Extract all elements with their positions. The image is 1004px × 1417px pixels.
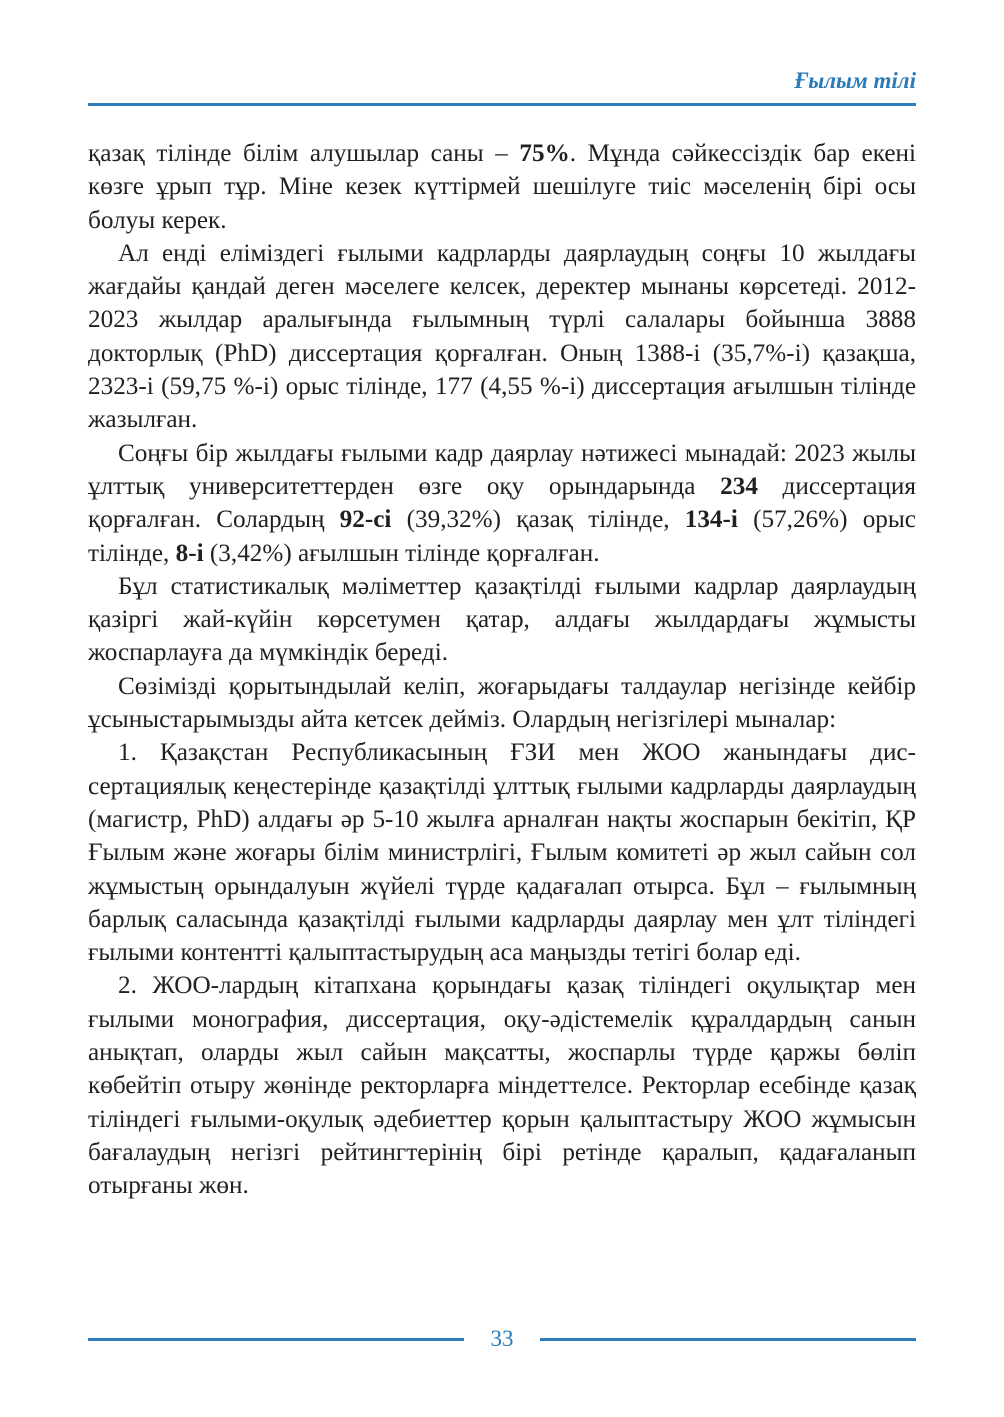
bold-figure: 234 [720, 472, 758, 500]
text-run: Сөзімізді қорытындылай келіп, жоғарыдағы талдаулар негізінде кейбір ұсыныстарымызды айта кетсек дейміз. Олардың негізгілері мыналар: [88, 672, 916, 734]
bold-figure: 8-і [175, 539, 204, 567]
header-rule [88, 103, 916, 106]
bold-figure: 134-і [684, 506, 738, 534]
footer-rule-left [88, 1338, 464, 1341]
text-run: 1. Қазақстан Республикасының ҒЗИ мен ЖОО жанындағы диссертациялық кеңестерінде қазақтілді ұлттық ғылыми кадрларды даярлаудың (магистр, PhD) алдағы әр 5-10 жылға арналған нақты жоспарын бекітіп, ҚР Ғылым және жоғары білім министрлігі, Ғылым комитеті әр жыл сайын сол жұмыстың орындалуын жүйелі түрде қадағалап отырса. Бұл – ғылымның барлық саласында қазақтілді ғылыми кадрларды даярлау мен ұлт тіліндегі ғылыми контентті қалыптастырудың аса маңызды тетігі болар еді. [88, 739, 916, 967]
page-number: 33 [490, 1326, 514, 1351]
text-run: қазақ тілінде білім алушылар саны – [88, 140, 520, 167]
text-run: (3,42%) ағылшын тілінде қорғалған. [203, 539, 600, 567]
page-body [88, 137, 916, 1203]
text-run: 2. ЖОО-лардың кітапхана қорындағы қазақ тіліндегі оқулықтар мен ғылыми монография, диссертация, оқу-әдістемелік құралдардың санын анықтап, оларды жыл сайын мақсатты, жоспарлы түрде қаржы бөліп көбейтіп отыру жөнінде ректорларға міндеттелсе. Ректорлар есебінде қазақ тіліндегі ғылыми-оқулық әдебиеттер қорын қалыптастыру ЖОО жұмысын бағалаудың негізгі рейтингтерінің бірі ретінде қаралып, қадағаланып отырғаны жөн. [88, 972, 916, 1200]
text-run: (57,26%) орыс тілінде, [88, 506, 916, 567]
text-run: Бұл статистикалық мәліметтер қазақтілді ғылыми кадрлар даярлаудың қазіргі жай-күйін көрсетумен қатар, алдағы жылдардағы жұмысты жоспарлауға да мүмкіндік береді. [88, 572, 916, 667]
paragraph-1 [88, 137, 916, 237]
paragraph-5 [88, 670, 916, 737]
text-run: Ал енді еліміздегі ғылыми кадрларды даярлаудың соңғы 10 жылдағы жағдайы қандай деген мәселеге келсек, деректер мынаны көрсетеді. 2012-2023 жылдар аралығында ғылымның түрлі салалары бойынша 3888 докторлық (PhD) диссертация қорғалған. Оның 1388-і (35,7%-і) қазақша, 2323-і (59,75 %-і) орыс тілінде, 177 (4,55 %-і) диссертация ағылшын тілінде жазылған. [88, 239, 916, 434]
paragraph-7-recommendation-2 [88, 969, 916, 1202]
text-run: (39,32%) қазақ тілінде, [391, 506, 685, 534]
bold-figure: 92-сі [339, 506, 392, 534]
paragraph-6-recommendation-1 [88, 736, 916, 969]
footer-rule-right [540, 1338, 916, 1341]
paragraph-3 [88, 437, 916, 570]
bold-figure: 75% [519, 140, 570, 167]
paragraph-2 [88, 237, 916, 437]
running-header-title: Ғылым тілі [794, 68, 916, 93]
paragraph-4 [88, 570, 916, 670]
text-run: диссертация қорғалған. Солардың [88, 472, 916, 534]
text-run: Соңғы бір жылдағы ғылыми кадр даярлау нәтижесі мынадай: 2023 жылы ұлттық университеттерден өзге оқу орындарында [88, 439, 916, 500]
text-run: . Мұнда сәйкессіздік бар екені көзге ұрып тұр. Міне кезек күттірмей шешілуге тиіс мәселенің бірі осы болуы керек. [88, 140, 916, 234]
